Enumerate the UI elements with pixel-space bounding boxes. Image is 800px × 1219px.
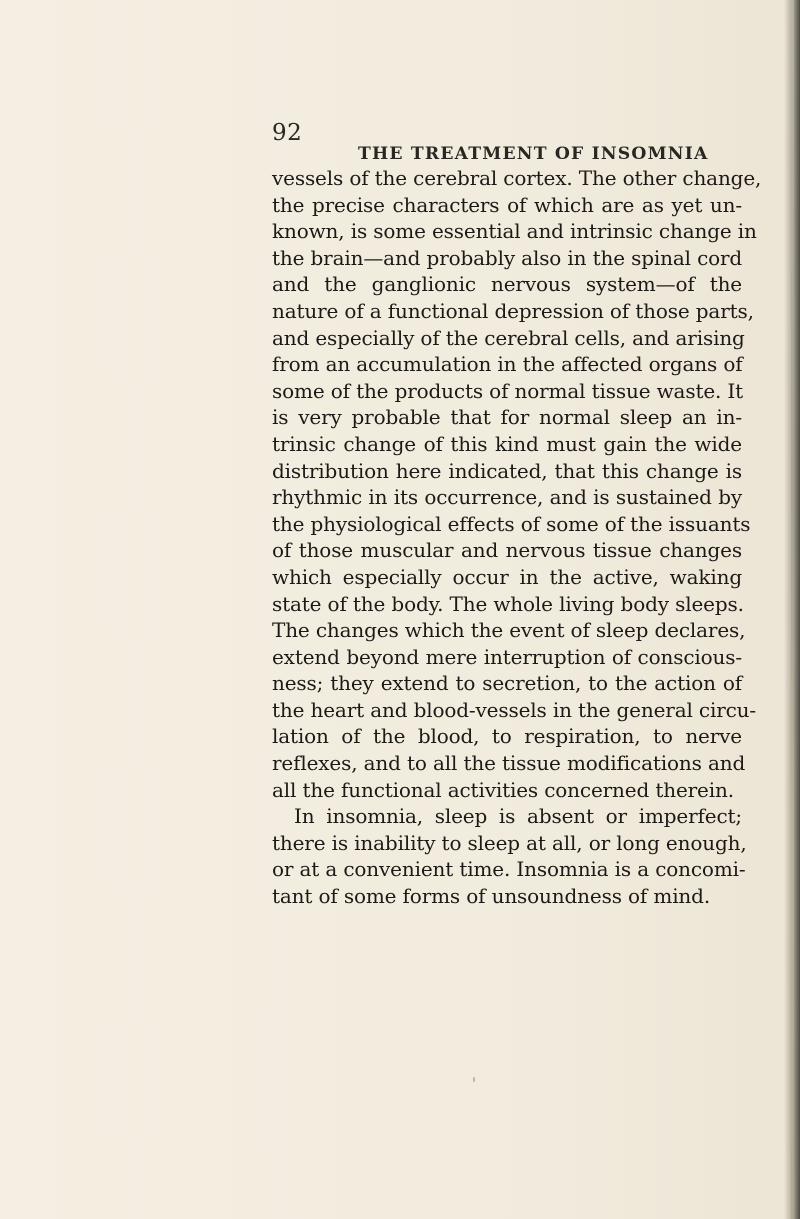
text-line: rhythmic in its occurrence, and is sustained by [272,485,742,510]
page-edge-binding [791,0,794,1219]
running-head: THE TREATMENT OF INSOMNIA [358,144,709,164]
text-line: state of the body. The whole living body sleeps. [272,591,744,616]
text-line: lation of the blood, to respiration, to nerve [272,724,742,749]
text-line: which especially occur in the active, waking [272,564,742,589]
text-line: all the functional activities concerned therein. [272,777,734,802]
text-line: known, is some essential and intrinsic change in [272,219,757,244]
text-line: trinsic change of this kind must gain the wide [272,431,742,456]
text-line: In insomnia, sleep is absent or imperfect; [294,804,742,829]
paper-speck [473,1077,475,1082]
text-line: The changes which the event of sleep declares, [272,618,746,643]
text-line: vessels of the cerebral cortex. The other change, [272,166,762,190]
text-line: is very probable that for normal sleep an in- [272,405,742,430]
text-line: tant of some forms of unsoundness of mind. [272,884,711,909]
text-line: the heart and blood-vessels in the general circu- [272,697,757,722]
text-line: the physiological effects of some of the issuants [272,511,751,536]
page-number: 92 [272,120,303,146]
body-text [272,165,762,910]
text-line: of those muscular and nervous tissue changes [272,538,742,563]
text-line: distribution here indicated, that this change is [272,458,742,483]
text-line: nature of a functional depression of those parts, [272,298,754,323]
text-line: some of the products of normal tissue waste. It [272,378,744,403]
text-line: and especially of the cerebral cells, and arising [272,325,745,350]
text-line: ness; they extend to secretion, to the action of [272,671,742,696]
text-line: or at a convenient time. Insomnia is a concomi- [272,857,746,882]
text-line: the precise characters of which are as yet un- [272,192,742,217]
page-header [272,120,772,164]
text-line: there is inability to sleep at all, or long enough, [272,830,747,855]
text-line: from an accumulation in the affected organs of [272,352,743,377]
text-line: and the ganglionic nervous system—of the [272,272,742,297]
text-line: the brain—and probably also in the spinal cord [272,245,743,270]
text-line: reflexes, and to all the tissue modifications and [272,751,746,776]
text-line: extend beyond mere interruption of conscious- [272,644,742,669]
